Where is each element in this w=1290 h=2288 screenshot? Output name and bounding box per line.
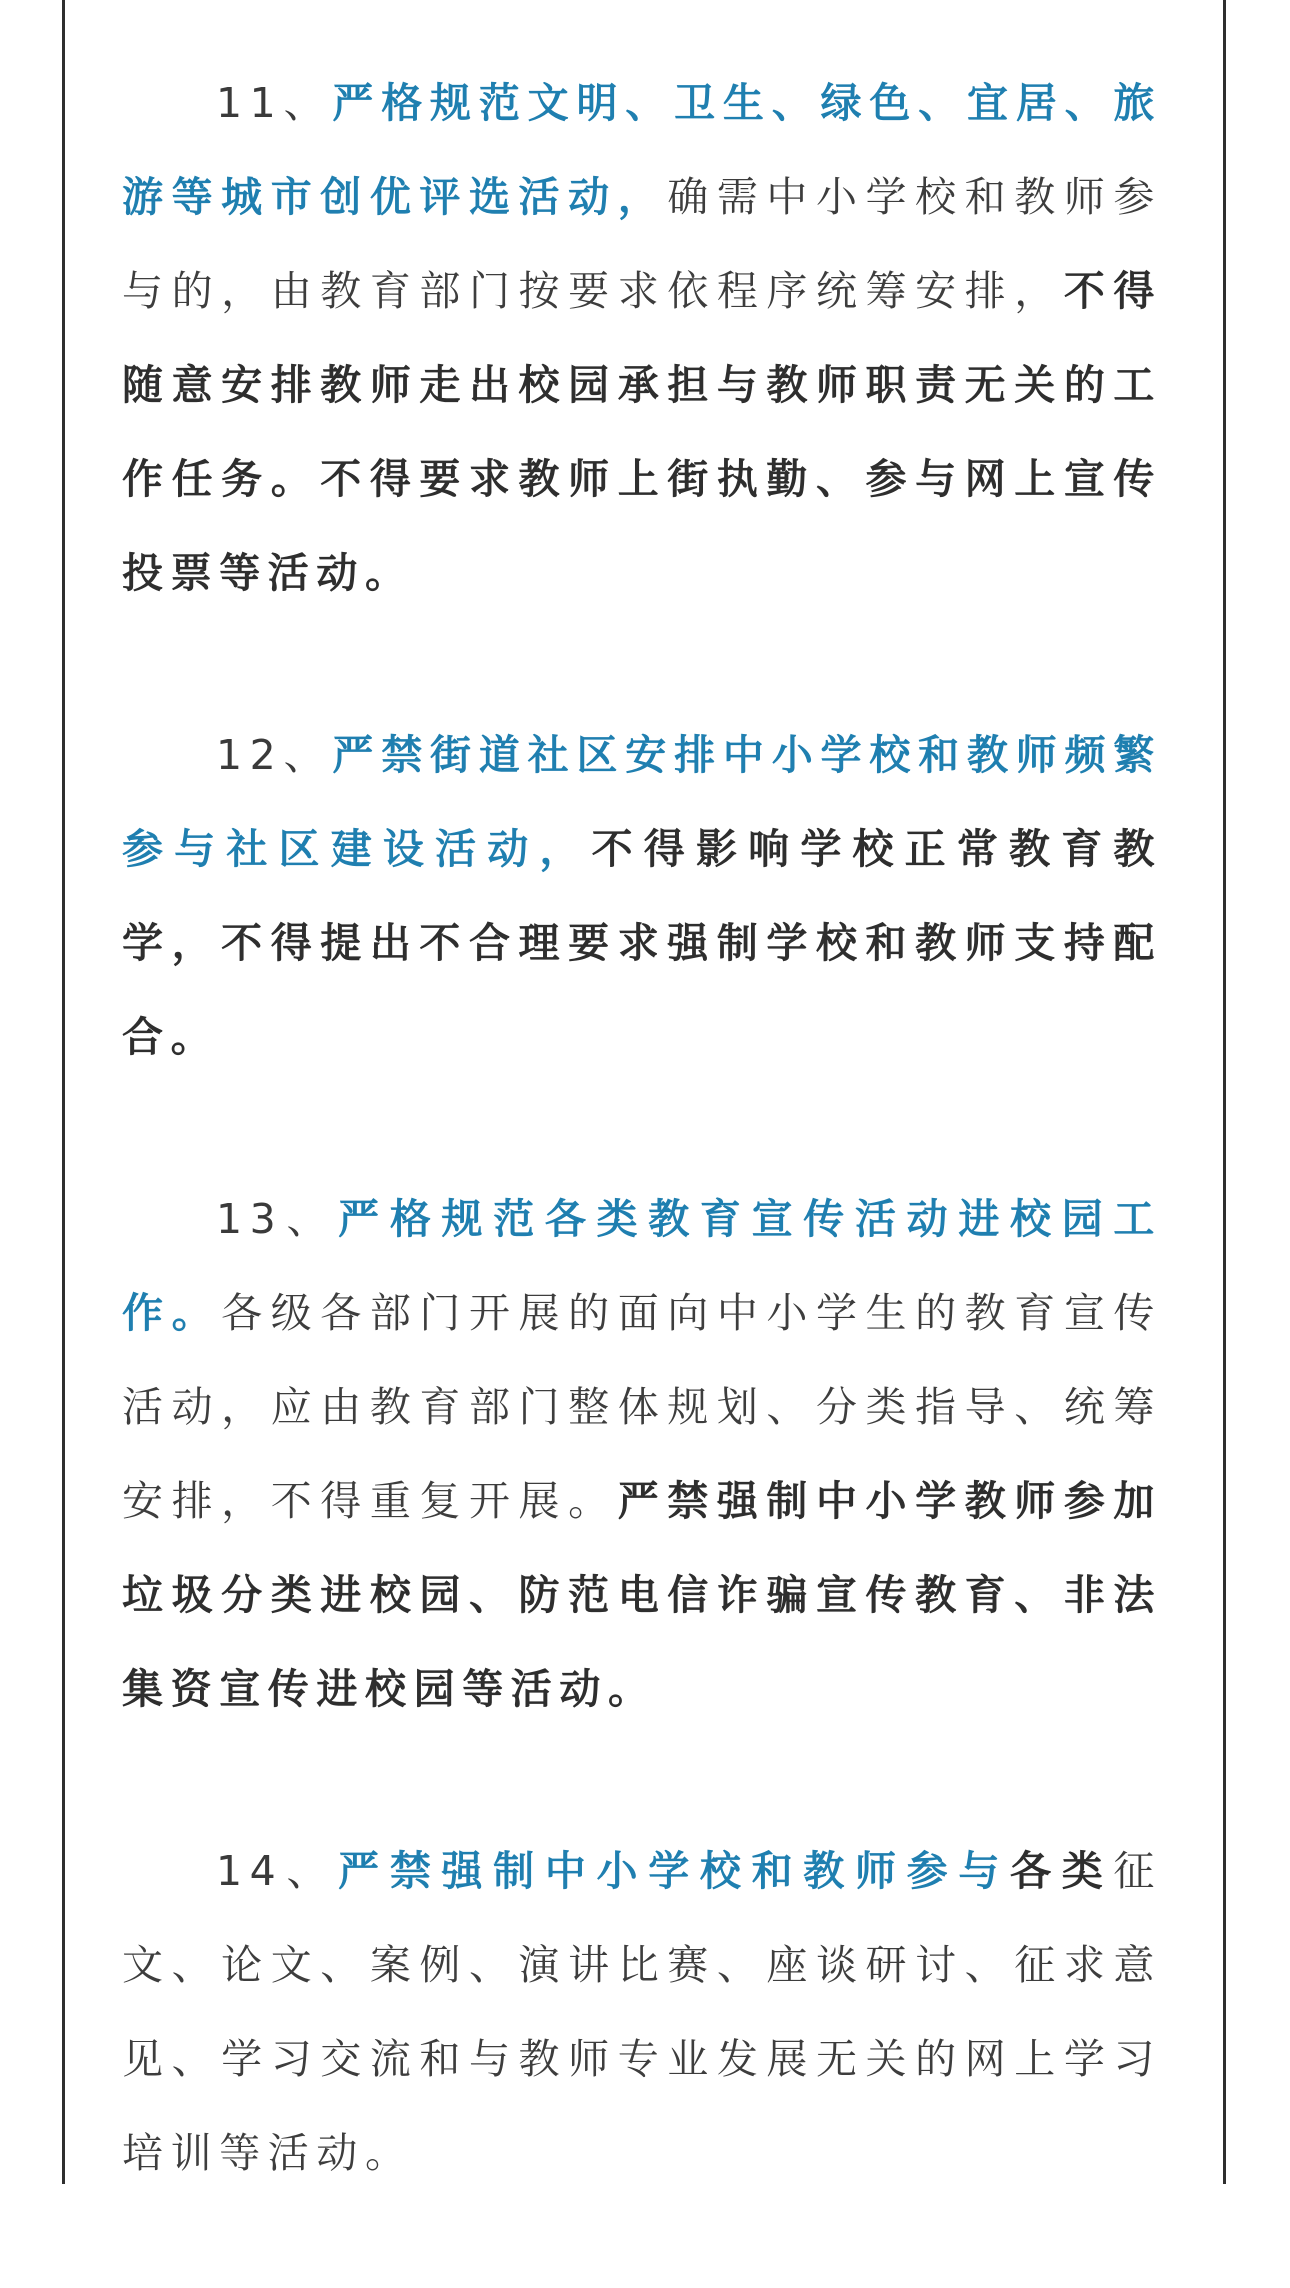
article-body (122, 56, 1162, 2288)
clause-emphasis: 各类 (1010, 1847, 1114, 1895)
clause-text: 各级各部门开展的面向中小学生的教育宣传活动，应由教育部门整体规划、分类指导、统筹安排，不得重复开展。 (122, 1289, 1162, 1525)
clause-11 (122, 56, 1162, 620)
clause-13 (122, 1172, 1162, 1736)
clause-highlight: 严禁街道社区安排中小学校和教师频繁参与社区建设活动， (122, 731, 1162, 873)
clause-emphasis: 不得随意安排教师走出校园承担与教师职责无关的工作任务。不得要求教师上街执勤、参与网上宣传投票等活动。 (122, 267, 1162, 597)
clause-number: 13、 (216, 1195, 339, 1243)
clause-highlight: 严格规范各类教育宣传活动进校园工作。 (122, 1195, 1162, 1337)
clause-12 (122, 708, 1162, 1084)
clause-text: 确需中小学校和教师参与的，由教育部门按要求依程序统筹安排， (122, 173, 1162, 315)
clause-emphasis: 严禁强制中小学教师参加垃圾分类进校园、防范电信诈骗宣传教育、非法集资宣传进校园等活动。 (122, 1477, 1162, 1713)
clause-text-tail: 征文、论文、案例、演讲比赛、座谈研讨、征求意见、学习交流和与教师专业发展无关的网上学习培训等活动。 (122, 1847, 1162, 2177)
clause-number: 12、 (216, 731, 333, 779)
clause-14 (122, 1824, 1162, 2200)
clause-highlight: 严格规范文明、卫生、绿色、宜居、旅游等城市创优评选活动， (122, 79, 1162, 221)
clause-highlight: 严禁强制中小学校和教师参与 (338, 1847, 1011, 1895)
clause-emphasis: 不得影响学校正常教育教学，不得提出不合理要求强制学校和教师支持配合。 (122, 825, 1162, 1061)
clause-number: 14、 (216, 1847, 339, 1895)
clause-number: 11、 (216, 79, 333, 127)
